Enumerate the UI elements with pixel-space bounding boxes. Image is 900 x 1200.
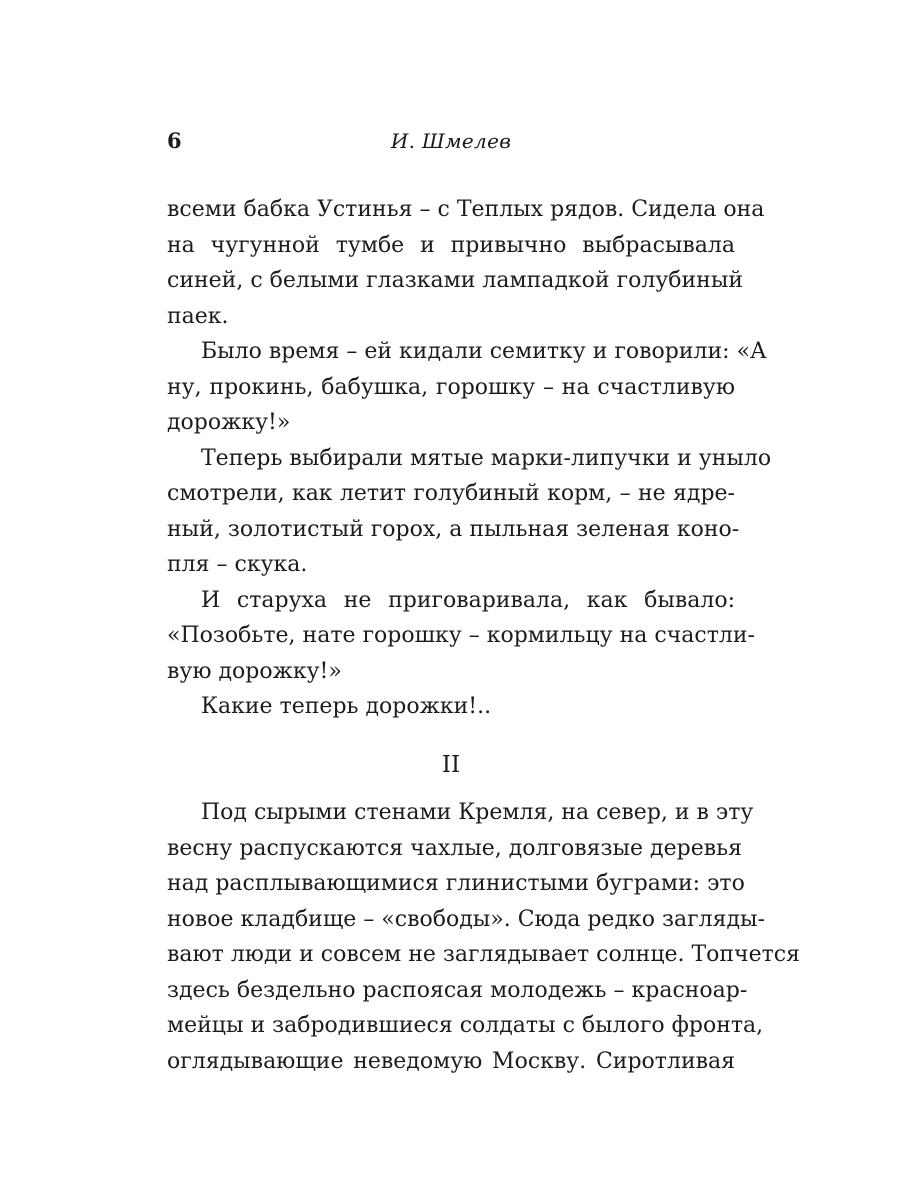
running-head-author: И. Шмелев <box>390 129 512 153</box>
section-1-text <box>167 192 772 725</box>
text-line: синей, с белыми глазками лампадкой голубиный <box>167 268 744 293</box>
text-line: вую дорожку!» <box>167 658 342 684</box>
paragraph <box>167 192 765 334</box>
text-line: И старуха не приговаривала, как бывало: <box>201 587 735 613</box>
text-line: мейцы и забродившиеся солдаты с былого фронта, <box>167 1013 764 1038</box>
text-line: ну, прокинь, бабушка, горошку – на счастливую <box>167 374 735 400</box>
page-number: 6 <box>167 128 182 153</box>
paragraph <box>167 689 735 725</box>
text-line: на чугунной тумбе и привычно выбрасывала <box>167 232 735 258</box>
text-line: здесь бездельно распоясая молодежь – красноар- <box>167 977 748 1003</box>
text-line: пля – скука. <box>167 552 308 577</box>
section-2-text <box>167 795 800 1079</box>
text-line: дорожку!» <box>167 410 291 435</box>
text-line: Теперь выбирали мятые марки-липучки и уныло <box>201 445 772 471</box>
text-line: над расплывающимися глинистыми буграми: это <box>167 871 745 896</box>
text-line: паек. <box>167 303 229 329</box>
text-line: оглядывающие неведомую Москву. Сиротливая <box>167 1048 735 1074</box>
text-line: новое кладбище – «свободы». Сюда редко загляды- <box>167 906 765 932</box>
text-line: Было время – ей кидали семитку и говорили: «А <box>201 339 767 364</box>
chapter-heading: II <box>441 752 461 778</box>
page-header <box>167 128 735 158</box>
text-line: Какие теперь дорожки!.. <box>201 694 492 719</box>
text-line: вают люди и совсем не заглядывает солнце. Топчется <box>167 942 800 967</box>
paragraph <box>167 795 800 1079</box>
paragraph <box>167 334 767 441</box>
paragraph <box>167 441 772 583</box>
text-line: Под сырыми стенами Кремля, на север, и в эту <box>201 800 754 825</box>
text-line: весну распускаются чахлые, долговязые деревья <box>167 835 742 861</box>
text-line: всеми бабка Устинья – с Теплых рядов. Сидела она <box>167 197 765 222</box>
text-line: ный, золотистый горох, а пыльная зеленая коно- <box>167 516 740 542</box>
text-line: смотрели, как летит голубиный корм, – не ядре- <box>167 481 735 506</box>
paragraph <box>167 583 755 690</box>
text-line: «Позобьте, нате горошку – кормильцу на счастли- <box>167 623 755 648</box>
